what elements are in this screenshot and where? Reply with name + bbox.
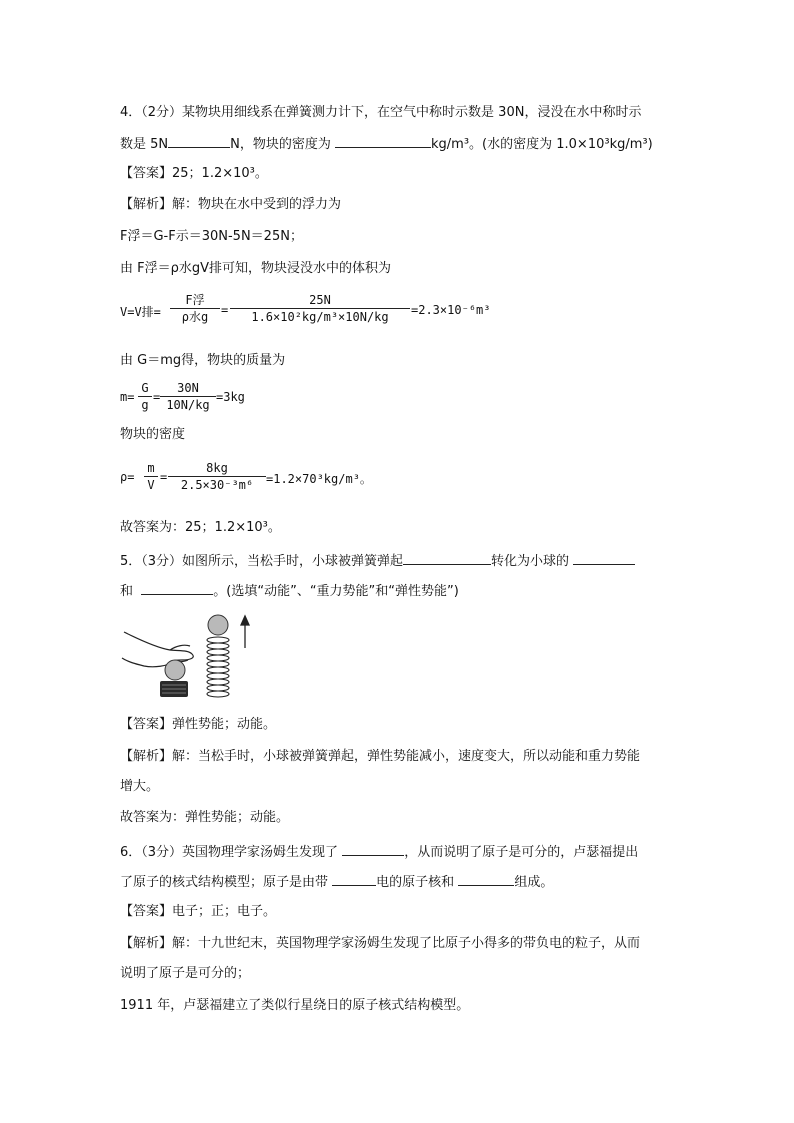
released-ball-icon — [208, 615, 228, 635]
q6-analysis-line1: 【解析】解：十九世纪末，英国物理学家汤姆生发现了比原子小得多的带负电的粒子，从而 — [120, 936, 641, 951]
q4-rho-rhs: =1.2×70³kg/m³。 — [266, 472, 372, 486]
q4-v-rhs: =2.3×10⁻⁶m³ — [411, 303, 491, 317]
q4-m-frac1-den: g — [141, 398, 149, 412]
q5-stem-text-d: 。(选填“动能”、“重力势能”和“弹性势能”) — [213, 584, 459, 599]
q4-mass-intro: 由 G＝mg得，物块的质量为 — [120, 353, 286, 368]
q5-conclusion: 故答案为：弹性势能；动能。 — [120, 810, 290, 825]
q4-m-fraction-2 — [160, 380, 216, 413]
q4-v-equals: = — [221, 303, 229, 317]
q4-eq-buoyancy: F浮＝G-F示＝30N-5N＝25N； — [120, 229, 303, 244]
q5-stem-text-c: 和 — [120, 584, 134, 599]
q4-v-fraction-1 — [170, 292, 220, 325]
q6-blank-2[interactable] — [332, 872, 376, 886]
q5-stem-text-b: 转化为小球的 — [491, 554, 570, 569]
q4-m-lhs: m= — [120, 390, 135, 404]
q4-stem-line2 — [120, 134, 653, 154]
q4-stem-line1: 4．（2分）某物块用细线系在弹簧测力计下，在空气中称时示数是 30N，浸没在水中称时示 — [120, 105, 642, 120]
q4-rho-frac2-den: 2.5×30⁻³m⁶ — [180, 478, 254, 492]
q6-blank-3[interactable] — [458, 872, 514, 886]
q6-stem-line1 — [120, 842, 638, 862]
q4-blank-1[interactable] — [168, 134, 230, 148]
q4-rho-lhs: ρ= — [120, 470, 135, 484]
q5-stem-text-a: 5．（3分）如图所示，当松手时，小球被弹簧弹起 — [120, 554, 404, 569]
q4-m-frac1-num: G — [138, 380, 152, 397]
q4-stem-text-c: kg/m³。(水的密度为 1.0×10³kg/m³) — [431, 137, 653, 152]
q5-stem-line2 — [120, 581, 459, 601]
q6-answer: 【答案】电子；正；电子。 — [120, 904, 277, 919]
q4-stem-text-a: 数是 5N — [120, 137, 169, 152]
q4-rho-frac2-num: 8kg — [168, 460, 266, 477]
q5-blank-1[interactable] — [403, 551, 491, 565]
q4-v-fraction-2 — [230, 292, 410, 325]
q4-rho-fraction-2 — [168, 460, 266, 493]
q6-stem-text-d: 电的原子核和 — [376, 875, 455, 890]
q4-blank-2[interactable] — [335, 134, 431, 148]
q5-analysis-line1: 【解析】解：当松手时，小球被弹簧弹起，弹性势能减小，速度变大，所以动能和重力势能 — [120, 749, 641, 764]
q6-analysis-line3: 1911 年，卢瑟福建立了类似行星绕日的原子核式结构模型。 — [120, 998, 470, 1013]
q5-analysis-line2: 增大。 — [120, 779, 160, 794]
q4-rho-frac1-num: m — [144, 460, 158, 477]
q6-stem-text-e: 组成。 — [514, 875, 554, 890]
q4-volume-intro: 由 F浮＝ρ水gV排可知，物块浸没水中的体积为 — [120, 261, 392, 276]
spring-ball-figure — [118, 610, 258, 702]
q6-stem-text-c: 了原子的核式结构模型；原子是由带 — [120, 875, 329, 890]
q4-v-frac2-num: 25N — [230, 292, 410, 309]
q4-rho-frac1-den: V — [147, 478, 155, 492]
q5-blank-3[interactable] — [141, 581, 213, 595]
q4-conclusion: 故答案为：25；1.2×10³。 — [120, 520, 281, 535]
q4-answer: 【答案】25；1.2×10³。 — [120, 166, 268, 181]
q4-rho-equals: = — [160, 470, 168, 484]
q4-rho-fraction-1 — [144, 460, 158, 493]
q4-m-rhs: =3kg — [216, 390, 245, 404]
spring-icon — [207, 637, 229, 697]
q4-v-frac2-den: 1.6×10²kg/m³×10N/kg — [251, 310, 389, 324]
q5-stem-line1 — [120, 551, 635, 571]
q4-m-equals: = — [153, 390, 161, 404]
q4-m-frac2-den: 10N/kg — [166, 398, 210, 412]
q6-stem-text-b: ，从而说明了原子是可分的，卢瑟福提出 — [404, 845, 639, 860]
q6-stem-line2 — [120, 872, 553, 892]
hand-icon — [122, 632, 193, 667]
q5-answer: 【答案】弹性势能；动能。 — [120, 717, 277, 732]
q4-v-frac1-num: F浮 — [170, 292, 220, 309]
q6-analysis-line2: 说明了原子是可分的； — [120, 966, 251, 981]
q4-m-frac2-num: 30N — [160, 380, 216, 397]
q4-v-lhs: V=V排= — [120, 305, 161, 319]
up-arrow-icon — [241, 616, 249, 648]
q4-density-intro: 物块的密度 — [120, 427, 186, 442]
q4-analysis-head: 【解析】解：物块在水中受到的浮力为 — [120, 197, 342, 212]
q6-blank-1[interactable] — [342, 842, 404, 856]
q6-stem-text-a: 6．（3分）英国物理学家汤姆生发现了 — [120, 845, 339, 860]
q5-blank-2[interactable] — [573, 551, 635, 565]
q4-v-frac1-den: ρ水g — [181, 310, 209, 324]
q4-stem-text-b: N，物块的密度为 — [230, 137, 331, 152]
q4-m-fraction-1 — [138, 380, 152, 413]
